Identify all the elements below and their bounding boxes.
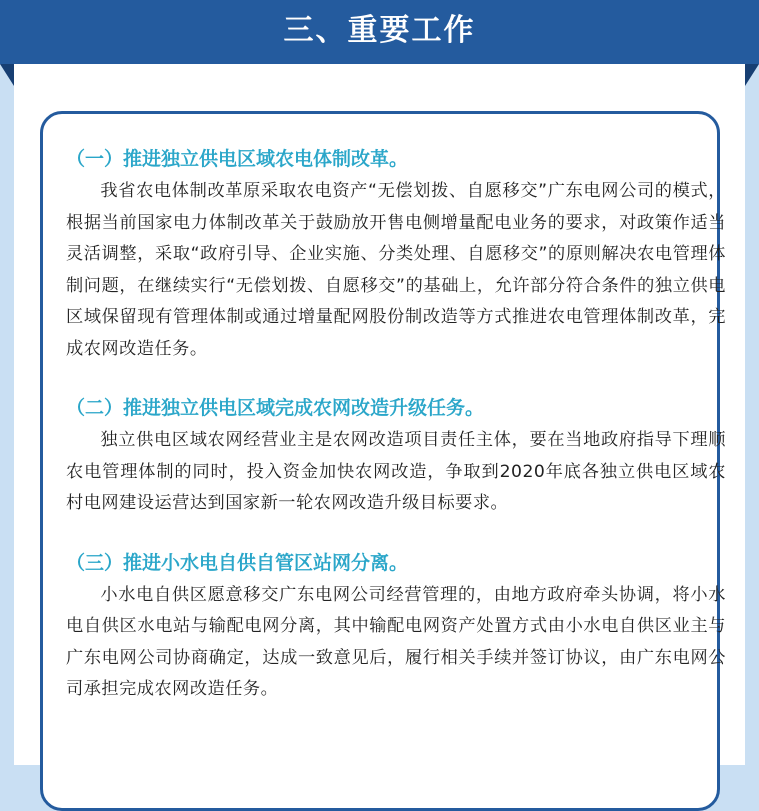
section-heading: （一）推进独立供电区域农电体制改革。 bbox=[66, 148, 409, 170]
page-title: 三、重要工作 bbox=[283, 13, 476, 48]
section-paragraph: 独立供电区域农网经营业主是农网改造项目责任主体，要在当地政府指导下理顺农电管理体制的同时，投入资金加快农网改造，争取到2020年底各独立供电区域农村电网建设运营达到国家新一轮农网改造升级目标要求。 bbox=[66, 430, 726, 513]
section-1 bbox=[66, 142, 726, 365]
section-paragraph: 小水电自供区愿意移交广东电网公司经营管理的，由地方政府牵头协调，将小水电自供区水电站与输配电网分离，其中输配电网资产处置方式由小水电自供区业主与广东电网公司协商确定，达成一致意见后，履行相关手续并签订协议，由广东电网公司承担完成农网改造任务。 bbox=[66, 584, 726, 699]
ribbon-fold-left bbox=[0, 64, 14, 86]
content-body bbox=[66, 142, 726, 732]
section-heading: （三）推进小水电自供自管区站网分离。 bbox=[66, 551, 409, 574]
section-2 bbox=[66, 391, 726, 520]
ribbon-fold-right bbox=[745, 64, 759, 86]
section-paragraph: 我省农电体制改革原采取农电资产“无偿划拨、自愿移交”广东电网公司的模式，根据当前国家电力体制改革关于鼓励放开售电侧增量配电业务的要求，对政策作适当灵活调整，采取“政府引导、企业实施、分类处理、自愿移交”的原则解决农电管理体制问题，在继续实行“无偿划拨、自愿移交”的基础上，允许部分符合条件的独立供电区域保留现有管理体制或通过增量配网股份制改造等方式推进农电管理体制改革，完成农网改造任务。 bbox=[66, 181, 726, 359]
section-3 bbox=[66, 546, 726, 706]
section-heading: （二）推进独立供电区域完成农网改造升级任务。 bbox=[66, 397, 485, 419]
